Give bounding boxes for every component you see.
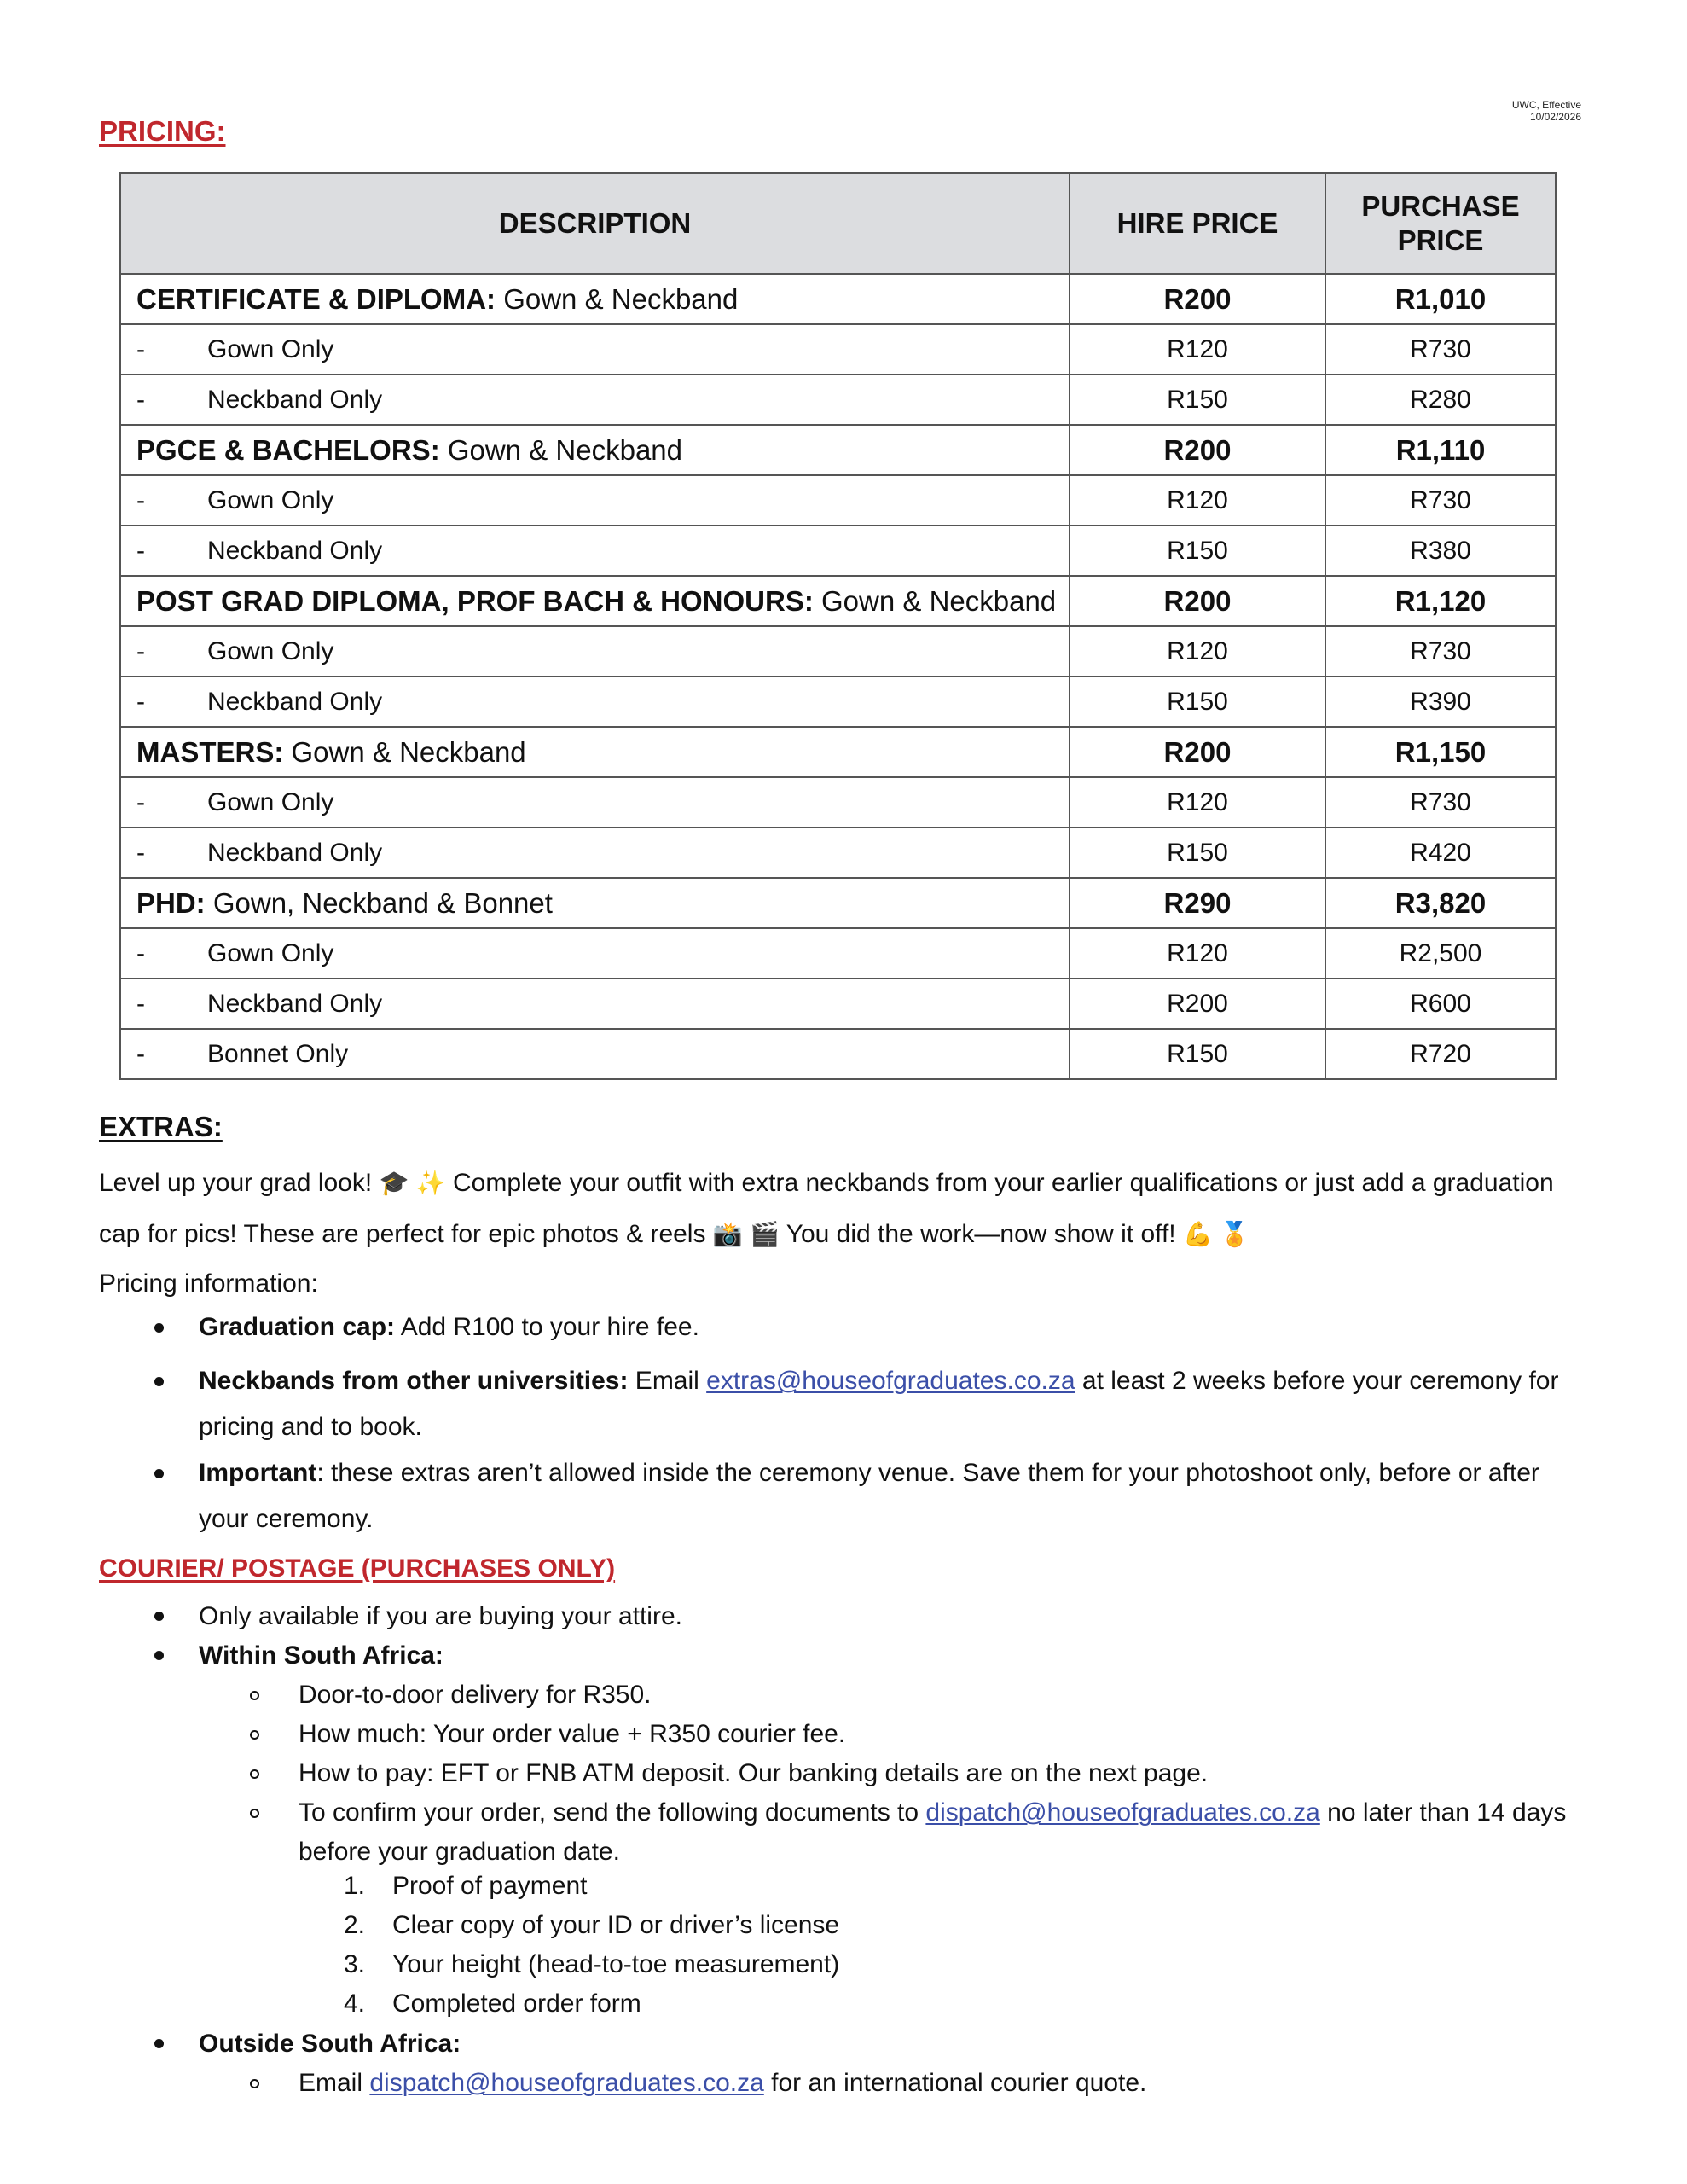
hire-price: R150 — [1070, 828, 1325, 878]
hire-price: R150 — [1070, 677, 1325, 727]
outside-sa-sublist — [299, 2064, 1595, 2103]
hire-price: R150 — [1070, 526, 1325, 576]
courier-list — [199, 1597, 1597, 1676]
hire-price: R120 — [1070, 928, 1325, 979]
hollow-bullet-icon — [250, 1730, 259, 1740]
item-label: Gown Only — [207, 636, 334, 665]
table-row: - Gown Only R120 R730 — [120, 626, 1556, 677]
item-label: Gown Only — [207, 938, 334, 967]
purchase-price: R3,820 — [1325, 878, 1556, 928]
camera-flash-icon: 📸 — [712, 1221, 743, 1247]
item-label: Gown Only — [207, 485, 334, 514]
group-description: MASTERS: Gown & Neckband — [120, 727, 1070, 777]
flexed-biceps-icon: 💪 — [1182, 1221, 1213, 1247]
list-item: 1. Proof of payment — [344, 1872, 588, 1900]
hollow-bullet-icon — [250, 2079, 259, 2088]
purchase-price: R730 — [1325, 626, 1556, 677]
bullet-icon — [154, 1377, 164, 1386]
hire-price: R200 — [1070, 979, 1325, 1029]
medal-icon: 🏅 — [1220, 1221, 1250, 1247]
list-item: How to pay: EFT or FNB ATM deposit. Our banking details are on the next page. — [299, 1754, 1595, 1793]
column-header-description: DESCRIPTION — [120, 173, 1070, 274]
list-item: 4. Completed order form — [344, 1989, 641, 2018]
list-item: 2. Clear copy of your ID or driver’s license — [344, 1911, 840, 1939]
purchase-price: R1,110 — [1325, 425, 1556, 475]
dispatch-email-link-international[interactable]: dispatch@houseofgraduates.co.za — [369, 2069, 764, 2097]
hollow-bullet-icon — [250, 1691, 259, 1700]
list-item: Outside South Africa: — [199, 2024, 1597, 2064]
hire-price: R120 — [1070, 626, 1325, 677]
clapper-board-icon: 🎬 — [750, 1221, 780, 1247]
purchase-price: R1,010 — [1325, 274, 1556, 324]
item-label: Neckband Only — [207, 536, 383, 565]
column-header-purchase-price: PURCHASE PRICE — [1325, 173, 1556, 274]
bullet-icon — [154, 1469, 164, 1478]
table-row-group — [120, 274, 1556, 324]
bullet-icon — [154, 1612, 164, 1621]
purchase-price: R600 — [1325, 979, 1556, 1029]
item-label: Gown Only — [207, 334, 334, 363]
table-row: - Gown Only R120 R2,500 — [120, 928, 1556, 979]
dispatch-email-link[interactable]: dispatch@houseofgraduates.co.za — [925, 1798, 1320, 1827]
documents-list — [344, 1867, 1501, 2024]
purchase-price: R1,150 — [1325, 727, 1556, 777]
table-row: - Neckband Only R150 R390 — [120, 677, 1556, 727]
purchase-price: R730 — [1325, 777, 1556, 828]
table-row: - Bonnet Only R150 R720 — [120, 1029, 1556, 1079]
item-label: Gown Only — [207, 787, 334, 816]
list-item: Graduation cap: Add R100 to your hire fee. — [199, 1312, 1597, 1358]
purchase-price: R390 — [1325, 677, 1556, 727]
purchase-price: R730 — [1325, 324, 1556, 375]
purchase-price: R2,500 — [1325, 928, 1556, 979]
hollow-bullet-icon — [250, 1809, 259, 1818]
table-row-group — [120, 576, 1556, 626]
sparkles-icon: ✨ — [415, 1170, 446, 1196]
bullet-icon — [154, 1323, 164, 1333]
table-row: - Gown Only R120 R730 — [120, 777, 1556, 828]
hire-price: R200 — [1070, 727, 1325, 777]
table-row: - Neckband Only R150 R420 — [120, 828, 1556, 878]
table-row-group — [120, 425, 1556, 475]
list-item: Email dispatch@houseofgraduates.co.za for an international courier quote. — [299, 2064, 1595, 2103]
purchase-price: R380 — [1325, 526, 1556, 576]
item-label: Neckband Only — [207, 989, 383, 1018]
table-row: - Neckband Only R200 R600 — [120, 979, 1556, 1029]
hire-price: R200 — [1070, 576, 1325, 626]
hire-price: R120 — [1070, 324, 1325, 375]
item-label: Neckband Only — [207, 687, 383, 716]
list-item: 3. Your height (head-to-toe measurement) — [344, 1950, 840, 1978]
group-description: PHD: Gown, Neckband & Bonnet — [120, 878, 1070, 928]
pricing-heading: PRICING: — [99, 115, 226, 147]
item-label: Neckband Only — [207, 838, 383, 867]
list-item: To confirm your order, send the following documents to dispatch@houseofgraduates.co.za no later than 14 days before your graduation date. — [299, 1793, 1595, 1872]
group-description: PGCE & BACHELORS: Gown & Neckband — [120, 425, 1070, 475]
purchase-price: R420 — [1325, 828, 1556, 878]
purchase-price: R720 — [1325, 1029, 1556, 1079]
stamp-line-2: 10/02/2026 — [1529, 111, 1581, 123]
hire-price: R200 — [1070, 274, 1325, 324]
bullet-icon — [154, 1651, 164, 1660]
item-label: Neckband Only — [207, 385, 383, 414]
graduation-cap-icon: 🎓 — [379, 1170, 409, 1196]
table-row: - Gown Only R120 R730 — [120, 324, 1556, 375]
table-header-row — [120, 173, 1556, 274]
list-item: Only available if you are buying your attire. — [199, 1597, 1597, 1636]
pricing-information-label: Pricing information: — [99, 1269, 318, 1298]
list-item: Within South Africa: — [199, 1636, 1597, 1676]
group-description: CERTIFICATE & DIPLOMA: Gown & Neckband — [120, 274, 1070, 324]
list-item: Neckbands from other universities: Email extras@houseofgraduates.co.za at least 2 weeks before your ceremony for pricing and to book. — [199, 1358, 1597, 1450]
hire-price: R150 — [1070, 375, 1325, 425]
item-label: Bonnet Only — [207, 1039, 349, 1068]
hire-price: R200 — [1070, 425, 1325, 475]
within-sa-list — [299, 1676, 1595, 1872]
extras-pricing-list — [199, 1312, 1597, 1542]
table-row-group — [120, 727, 1556, 777]
courier-heading: COURIER/ POSTAGE (PURCHASES ONLY) — [99, 1554, 616, 1583]
pricing-table — [119, 172, 1557, 1080]
purchase-price: R280 — [1325, 375, 1556, 425]
table-row-group — [120, 878, 1556, 928]
outside-sa-list — [199, 2024, 1597, 2064]
group-description: POST GRAD DIPLOMA, PROF BACH & HONOURS: Gown & Neckband — [120, 576, 1070, 626]
extras-email-link[interactable]: extras@houseofgraduates.co.za — [706, 1367, 1075, 1395]
list-item: How much: Your order value + R350 courier fee. — [299, 1715, 1595, 1754]
hire-price: R120 — [1070, 475, 1325, 526]
extras-intro-line-1: Level up your grad look! 🎓 ✨ Complete your outfit with extra neckbands from your earlier qualifications or just add a graduation — [99, 1169, 1554, 1197]
bullet-icon — [154, 2039, 164, 2048]
stamp-line-1: UWC, Effective — [1511, 99, 1581, 111]
effective-date-stamp — [1512, 99, 1581, 123]
hire-price: R150 — [1070, 1029, 1325, 1079]
list-item: Door-to-door delivery for R350. — [299, 1676, 1595, 1715]
purchase-price: R1,120 — [1325, 576, 1556, 626]
hollow-bullet-icon — [250, 1769, 259, 1779]
extras-intro-line-2: cap for pics! These are perfect for epic photos & reels 📸 🎬 You did the work—now show it off! 💪 🏅 — [99, 1220, 1250, 1248]
hire-price: R290 — [1070, 878, 1325, 928]
column-header-hire-price: HIRE PRICE — [1070, 173, 1325, 274]
table-row: - Gown Only R120 R730 — [120, 475, 1556, 526]
table-row: - Neckband Only R150 R280 — [120, 375, 1556, 425]
table-row: - Neckband Only R150 R380 — [120, 526, 1556, 576]
purchase-price: R730 — [1325, 475, 1556, 526]
list-item: Important: these extras aren’t allowed inside the ceremony venue. Save them for your photoshoot only, before or after your ceremony. — [199, 1450, 1597, 1542]
hire-price: R120 — [1070, 777, 1325, 828]
extras-heading: EXTRAS: — [99, 1111, 223, 1142]
